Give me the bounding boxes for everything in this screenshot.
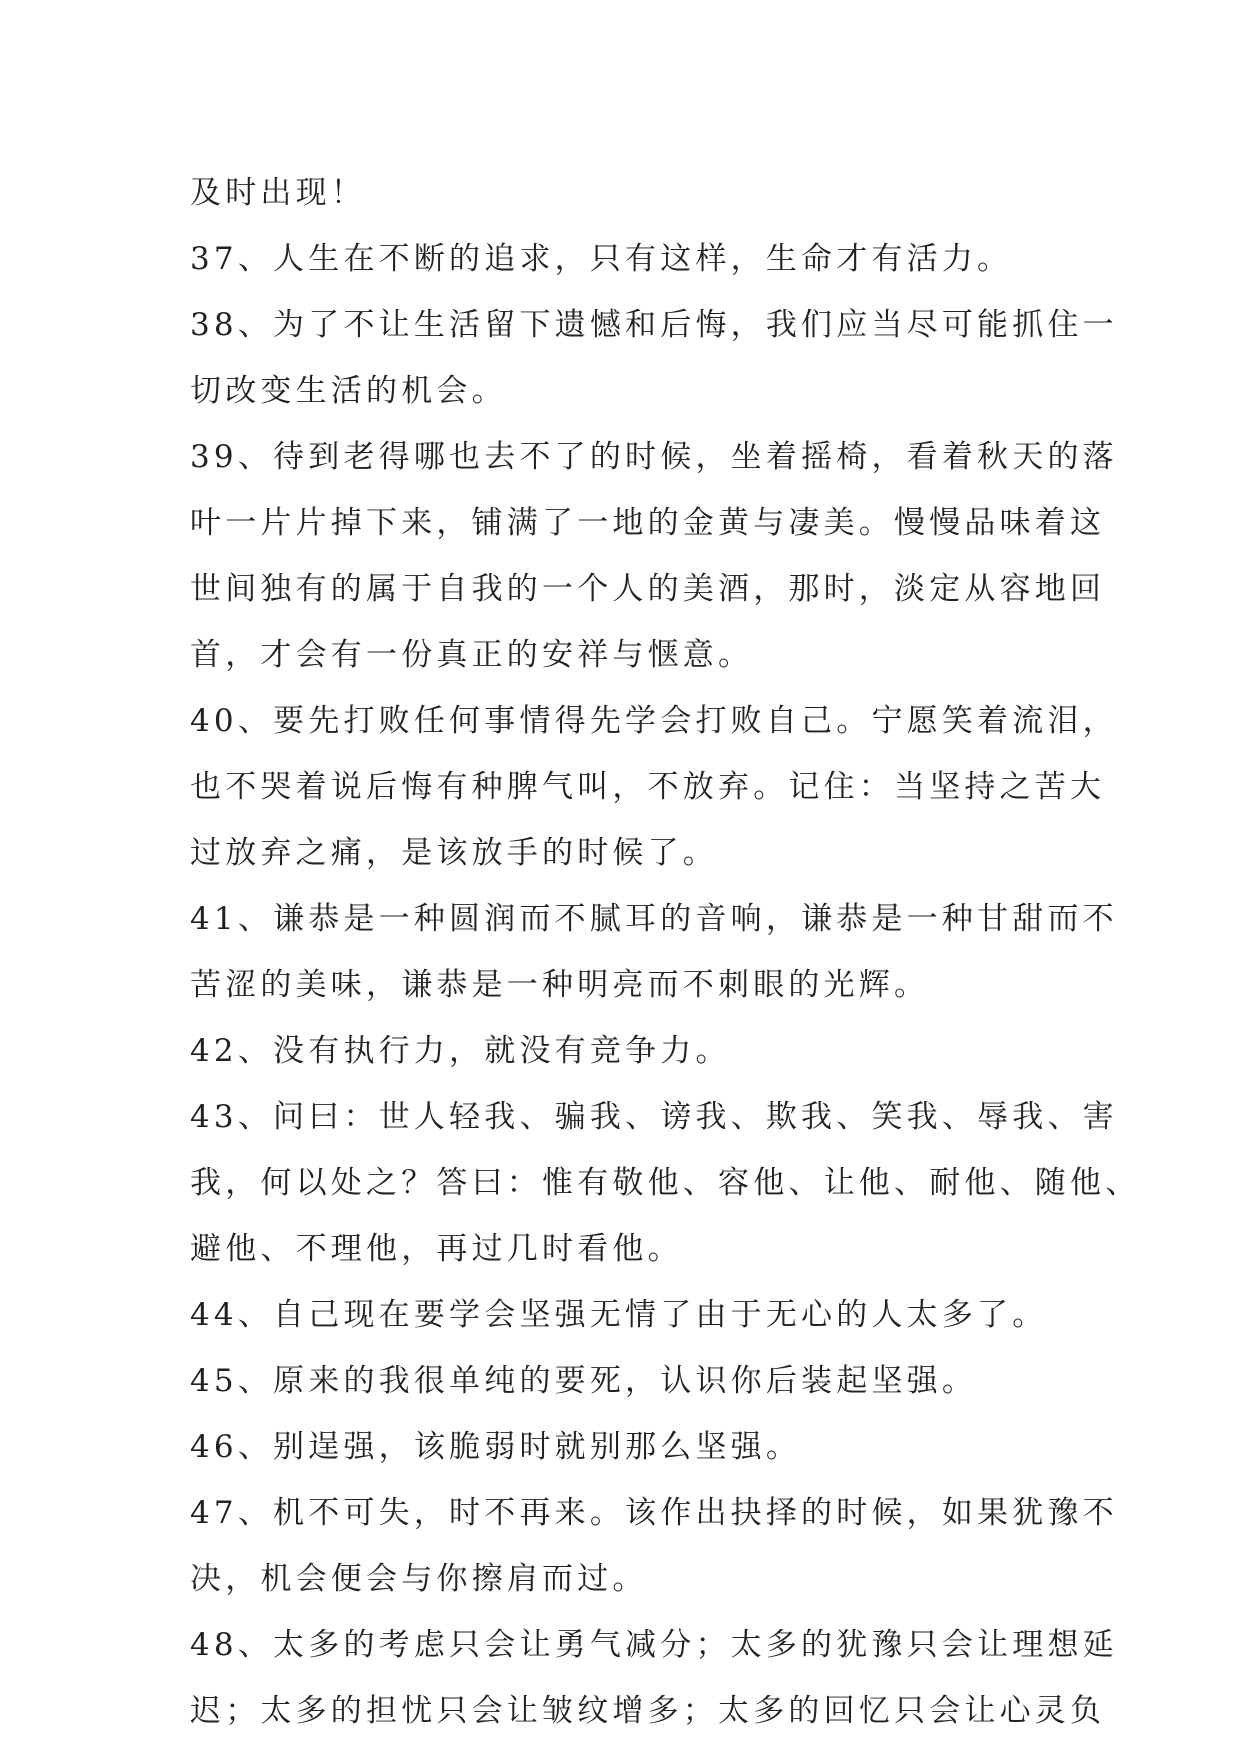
text-line: 也不哭着说后悔有种脾气叫，不放弃。记住：当坚持之苦大 — [190, 769, 1106, 805]
text-line: 46、别逞强，该脆弱时就别那么坚强。 — [190, 1429, 802, 1465]
text-line: 苦涩的美味，谦恭是一种明亮而不刺眼的光辉。 — [190, 967, 930, 1003]
text-line: 叶一片片掉下来，铺满了一地的金黄与凄美。慢慢品味着这 — [190, 505, 1106, 541]
text-line: 迟；太多的担忧只会让皱纹增多；太多的回忆只会让心灵负 — [190, 1693, 1106, 1729]
text-line: 43、问曰：世人轻我、骗我、谤我、欺我、笑我、辱我、害 — [190, 1099, 1118, 1135]
text-line: 首，才会有一份真正的安祥与惬意。 — [190, 637, 754, 673]
text-line: 42、没有执行力，就没有竞争力。 — [190, 1033, 731, 1069]
text-line: 44、自己现在要学会坚强无情了由于无心的人太多了。 — [190, 1297, 1048, 1333]
text-line: 过放弃之痛，是该放手的时候了。 — [190, 835, 718, 871]
text-line: 47、机不可失，时不再来。该作出抉择的时候，如果犹豫不 — [190, 1495, 1118, 1531]
text-line: 40、要先打败任何事情得先学会打败自己。宁愿笑着流泪， — [190, 703, 1118, 739]
text-line: 世间独有的属于自我的一个人的美酒，那时，淡定从容地回 — [190, 571, 1106, 607]
text-line: 45、原来的我很单纯的要死，认识你后装起坚强。 — [190, 1363, 978, 1399]
text-line: 41、谦恭是一种圆润而不腻耳的音响，谦恭是一种甘甜而不 — [190, 901, 1118, 937]
text-line: 及时出现！ — [190, 175, 366, 211]
text-line: 决，机会便会与你擦肩而过。 — [190, 1561, 648, 1597]
text-line: 37、人生在不断的追求，只有这样，生命才有活力。 — [190, 241, 1013, 277]
text-line: 我，何以处之？答曰：惟有敬他、容他、让他、耐他、随他、 — [190, 1165, 1141, 1201]
text-line: 避他、不理他，再过几时看他。 — [190, 1231, 683, 1267]
document-body — [190, 160, 1141, 1744]
text-line: 48、太多的考虑只会让勇气减分；太多的犹豫只会让理想延 — [190, 1627, 1118, 1663]
text-line: 39、待到老得哪也去不了的时候，坐着摇椅，看着秋天的落 — [190, 439, 1118, 475]
text-line: 38、为了不让生活留下遗憾和后悔，我们应当尽可能抓住一 — [190, 307, 1118, 343]
text-line: 切改变生活的机会。 — [190, 373, 507, 409]
